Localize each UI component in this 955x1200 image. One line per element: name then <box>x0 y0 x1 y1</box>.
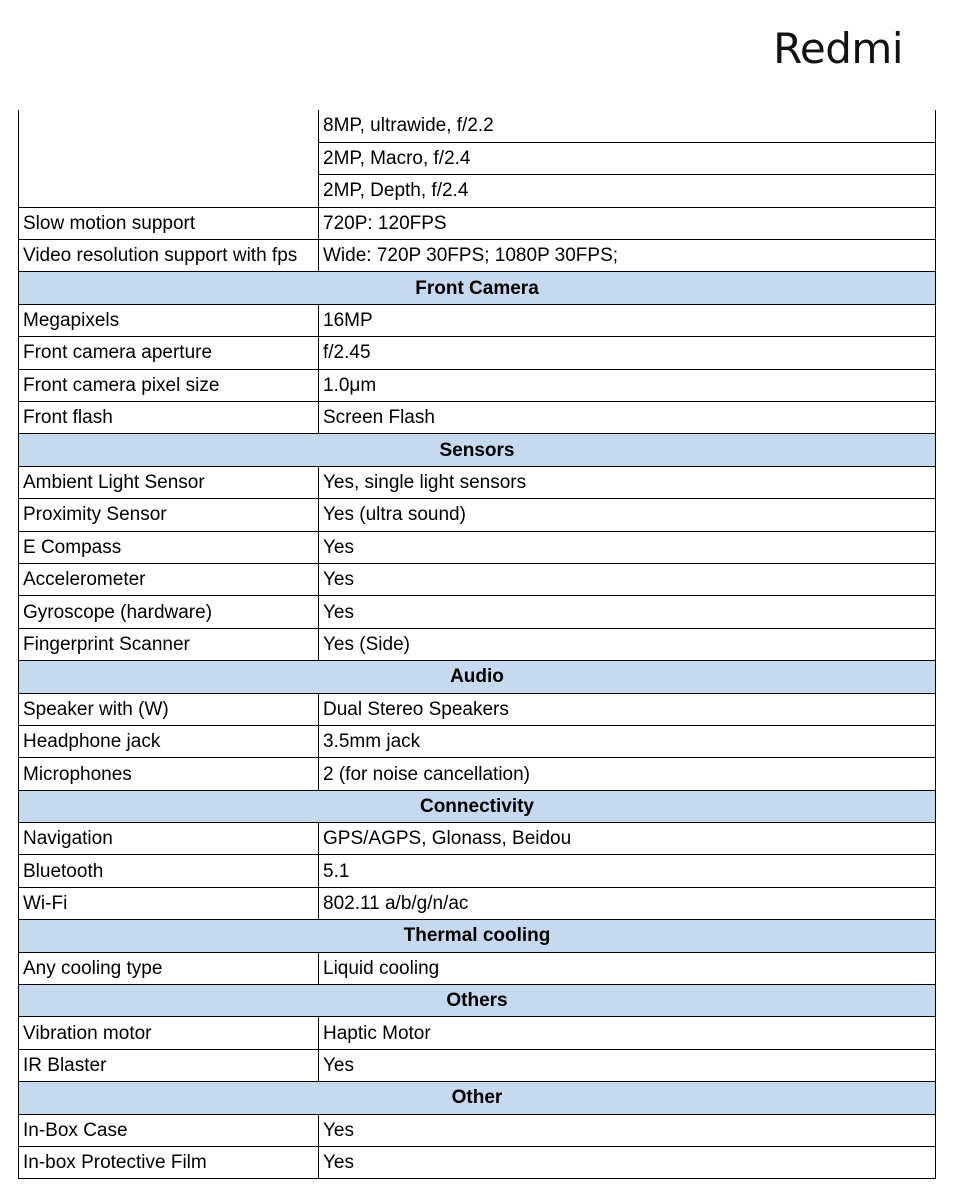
table-row <box>19 952 936 984</box>
spec-label: Front camera aperture <box>19 337 319 369</box>
spec-label: Megapixels <box>19 304 319 336</box>
table-row <box>19 110 936 142</box>
table-row <box>19 369 936 401</box>
spec-label: In-Box Case <box>19 1114 319 1146</box>
section-header-row <box>19 272 936 304</box>
table-row <box>19 207 936 239</box>
spec-value: Yes (Side) <box>319 628 936 660</box>
spec-label: Video resolution support with fps <box>19 240 319 272</box>
spec-value: Yes <box>319 1114 936 1146</box>
merged-label-cell <box>19 110 319 207</box>
spec-value: Yes (ultra sound) <box>319 499 936 531</box>
section-header-row <box>19 661 936 693</box>
spec-label: Fingerprint Scanner <box>19 628 319 660</box>
spec-value: Yes <box>319 1049 936 1081</box>
table-row <box>19 304 936 336</box>
table-row <box>19 337 936 369</box>
brand-logo: Redmi <box>773 24 903 73</box>
spec-value: Haptic Motor <box>319 1017 936 1049</box>
spec-value: 2 (for noise cancellation) <box>319 758 936 790</box>
spec-label: Wi-Fi <box>19 887 319 919</box>
spec-value: Yes <box>319 596 936 628</box>
spec-value: 1.0μm <box>319 369 936 401</box>
spec-table <box>18 110 936 1179</box>
spec-label: Front flash <box>19 402 319 434</box>
table-row <box>19 1049 936 1081</box>
spec-label: Slow motion support <box>19 207 319 239</box>
table-row <box>19 563 936 595</box>
spec-value: GPS/AGPS, Glonass, Beidou <box>319 823 936 855</box>
spec-value: 5.1 <box>319 855 936 887</box>
table-row <box>19 693 936 725</box>
spec-label: Proximity Sensor <box>19 499 319 531</box>
table-row <box>19 1017 936 1049</box>
spec-value: Wide: 720P 30FPS; 1080P 30FPS; <box>319 240 936 272</box>
spec-label: Accelerometer <box>19 563 319 595</box>
section-header-row <box>19 790 936 822</box>
section-title: Others <box>19 985 936 1017</box>
spec-value: Liquid cooling <box>319 952 936 984</box>
spec-label: In-box Protective Film <box>19 1147 319 1179</box>
spec-label: Navigation <box>19 823 319 855</box>
section-title: Sensors <box>19 434 936 466</box>
spec-label: IR Blaster <box>19 1049 319 1081</box>
spec-value: f/2.45 <box>319 337 936 369</box>
section-title: Audio <box>19 661 936 693</box>
table-row <box>19 758 936 790</box>
spec-value: Yes <box>319 531 936 563</box>
table-row <box>19 596 936 628</box>
spec-value: Dual Stereo Speakers <box>319 693 936 725</box>
section-title: Front Camera <box>19 272 936 304</box>
spec-value: 3.5mm jack <box>319 725 936 757</box>
table-row <box>19 499 936 531</box>
table-row <box>19 1114 936 1146</box>
spec-value: 16MP <box>319 304 936 336</box>
table-row <box>19 531 936 563</box>
spec-value: 802.11 a/b/g/n/ac <box>319 887 936 919</box>
spec-value: 8MP, ultrawide, f/2.2 <box>319 110 936 142</box>
section-title: Connectivity <box>19 790 936 822</box>
section-header-row <box>19 434 936 466</box>
section-title: Other <box>19 1082 936 1114</box>
spec-label: Microphones <box>19 758 319 790</box>
spec-value: 720P: 120FPS <box>319 207 936 239</box>
spec-table-body <box>19 110 936 1179</box>
table-row <box>19 823 936 855</box>
spec-label: Vibration motor <box>19 1017 319 1049</box>
table-row <box>19 240 936 272</box>
spec-value: 2MP, Depth, f/2.4 <box>319 175 936 207</box>
table-row <box>19 402 936 434</box>
spec-value: 2MP, Macro, f/2.4 <box>319 142 936 174</box>
spec-label: Speaker with (W) <box>19 693 319 725</box>
spec-label: Gyroscope (hardware) <box>19 596 319 628</box>
section-header-row <box>19 1082 936 1114</box>
spec-value: Yes <box>319 563 936 595</box>
spec-value: Screen Flash <box>319 402 936 434</box>
table-row <box>19 628 936 660</box>
spec-value: Yes, single light sensors <box>319 466 936 498</box>
spec-label: Headphone jack <box>19 725 319 757</box>
spec-label: E Compass <box>19 531 319 563</box>
spec-label: Bluetooth <box>19 855 319 887</box>
table-row <box>19 855 936 887</box>
spec-value: Yes <box>319 1147 936 1179</box>
table-row <box>19 1147 936 1179</box>
table-row <box>19 466 936 498</box>
section-header-row <box>19 920 936 952</box>
table-row <box>19 887 936 919</box>
spec-label: Front camera pixel size <box>19 369 319 401</box>
section-title: Thermal cooling <box>19 920 936 952</box>
spec-label: Ambient Light Sensor <box>19 466 319 498</box>
spec-label: Any cooling type <box>19 952 319 984</box>
section-header-row <box>19 985 936 1017</box>
table-row <box>19 725 936 757</box>
